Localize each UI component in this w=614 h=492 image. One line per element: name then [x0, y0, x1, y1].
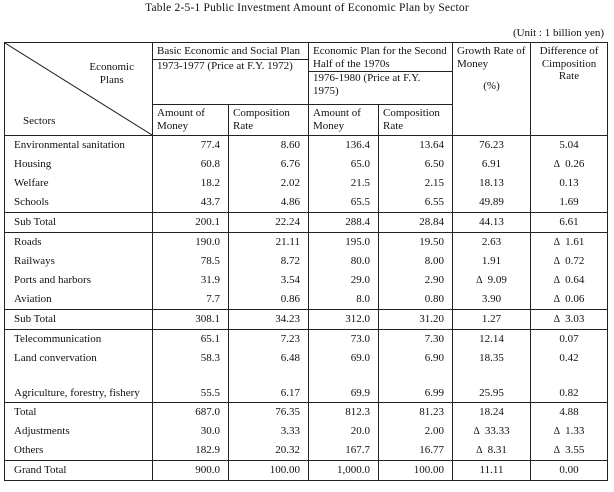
- sector-cell: [5, 193, 153, 213]
- sector-cell: [5, 422, 153, 441]
- value: 19.50: [419, 236, 445, 249]
- value: 3.54: [280, 274, 300, 287]
- sector-name: Land convervation: [14, 352, 97, 365]
- plan1-composition-cell: [229, 252, 309, 271]
- value: 6.48: [280, 352, 300, 365]
- value: 100.00: [269, 463, 300, 476]
- negative-delta-icon: Δ: [553, 159, 561, 171]
- plan1-amount-cell: [153, 441, 229, 461]
- header-corner: [5, 43, 153, 136]
- value: 25.95: [479, 386, 504, 399]
- difference-cell: [531, 136, 608, 156]
- sector-name: Housing: [14, 158, 52, 171]
- sector-name: Roads: [14, 236, 42, 249]
- plan1-name: Basic Economic and Social Plan: [153, 45, 308, 60]
- sector-cell: [5, 330, 153, 350]
- value: 12.14: [479, 333, 504, 346]
- difference-cell: [531, 290, 608, 310]
- difference-cell: [531, 460, 608, 480]
- value: 49.89: [479, 196, 504, 209]
- sector-cell: [5, 460, 153, 480]
- plan1-amount-cell: [153, 252, 229, 271]
- plan1-amount-cell: [153, 368, 229, 402]
- value: 18.2: [200, 177, 220, 190]
- header-amount-1: Amount of Money: [153, 105, 229, 136]
- plan1-composition-cell: [229, 193, 309, 213]
- value: 3.33: [280, 424, 300, 437]
- growth-rate-cell: [453, 233, 531, 253]
- value: 77.4: [200, 139, 220, 152]
- plan2-amount-cell: [309, 193, 379, 213]
- plan1-composition-cell: [229, 349, 309, 368]
- value: 2.90: [424, 274, 445, 287]
- plan1-amount-cell: [153, 136, 229, 156]
- value: 167.7: [345, 443, 370, 456]
- value: 0.07: [559, 333, 579, 346]
- value: 33.33: [484, 424, 510, 437]
- value: 3.55: [565, 443, 585, 456]
- difference-cell: [531, 271, 608, 290]
- difference-cell: [531, 368, 608, 402]
- sector-cell: [5, 349, 153, 368]
- plan1-amount-cell: [153, 402, 229, 422]
- plan2-amount-cell: [309, 368, 379, 402]
- plan1-composition-cell: [229, 310, 309, 330]
- sector-name: Aviation: [14, 293, 52, 306]
- value: 7.23: [280, 333, 300, 346]
- value: 1.61: [565, 236, 585, 249]
- sector-name: Sub Total: [14, 216, 57, 229]
- plan2-composition-cell: [379, 441, 453, 461]
- value: 81.23: [419, 405, 445, 418]
- value: 3.90: [481, 293, 502, 306]
- plan1-composition-cell: [229, 368, 309, 402]
- value: 11.11: [479, 463, 504, 476]
- value: 195.0: [345, 236, 370, 249]
- plan2-amount-cell: [309, 233, 379, 253]
- value: 13.64: [419, 139, 445, 152]
- value: 4.86: [280, 196, 300, 209]
- growth-rate-cell: [453, 213, 531, 233]
- growth-rate-cell: [453, 402, 531, 422]
- growth-rate-cell: [453, 174, 531, 193]
- plan2-composition-cell: [379, 174, 453, 193]
- plan2-composition-cell: [379, 310, 453, 330]
- growth-rate-cell: [453, 330, 531, 350]
- value: 0.06: [565, 293, 585, 306]
- sector-cell: [5, 402, 153, 422]
- header-plans-label: [89, 61, 134, 86]
- negative-delta-icon: Δ: [476, 444, 483, 456]
- value: 2.02: [280, 177, 300, 190]
- value: 60.8: [200, 158, 220, 171]
- value: 18.13: [479, 177, 504, 190]
- value: 34.23: [275, 313, 300, 326]
- header-plan1: [153, 43, 309, 105]
- plan1-amount-cell: [153, 155, 229, 174]
- value: 0.26: [565, 158, 585, 171]
- difference-cell: [531, 330, 608, 350]
- difference-cell: [531, 213, 608, 233]
- plan1-composition-cell: [229, 136, 309, 156]
- table-row: [5, 349, 608, 368]
- header-composition-2: Composition Rate: [379, 105, 453, 136]
- plan2-composition-cell: [379, 330, 453, 350]
- value: 2.00: [424, 424, 445, 437]
- value: 6.91: [481, 158, 502, 171]
- value: 182.9: [195, 443, 220, 456]
- value: 6.17: [280, 386, 300, 399]
- growth-rate-cell: [453, 271, 531, 290]
- table-row: [5, 252, 608, 271]
- sector-name: Agriculture, forestry, fishery: [14, 386, 140, 399]
- value: 812.3: [345, 405, 370, 418]
- table-row: [5, 330, 608, 350]
- plan2-amount-cell: [309, 213, 379, 233]
- plan2-amount-cell: [309, 349, 379, 368]
- growth-rate-cell: [453, 460, 531, 480]
- header-plan2: [309, 43, 453, 105]
- plan2-name: Economic Plan for the Second Half of the 1970s: [309, 45, 452, 72]
- growth-rate-cell: [453, 368, 531, 402]
- value: 18.24: [479, 405, 504, 418]
- plan2-composition-cell: [379, 271, 453, 290]
- value: 20.32: [275, 443, 300, 456]
- sector-cell: [5, 271, 153, 290]
- value: 65.1: [200, 333, 220, 346]
- value: 28.84: [419, 216, 445, 229]
- plan2-composition-cell: [379, 368, 453, 402]
- sector-name: Sub Total: [14, 313, 57, 326]
- plan1-composition-cell: [229, 290, 309, 310]
- sector-cell: [5, 136, 153, 156]
- value: 69.0: [350, 352, 370, 365]
- plan1-amount-cell: [153, 349, 229, 368]
- header-plans-text: Economic Plans: [89, 61, 134, 86]
- plan1-composition-cell: [229, 441, 309, 461]
- value: 312.0: [345, 313, 370, 326]
- value: 73.0: [350, 333, 370, 346]
- negative-delta-icon: Δ: [473, 425, 480, 437]
- value: 1.27: [481, 313, 502, 326]
- value: 687.0: [195, 405, 220, 418]
- value: 100.00: [413, 463, 445, 476]
- table-row: [5, 136, 608, 156]
- value: 6.55: [424, 196, 445, 209]
- sector-name: Environmental sanitation: [14, 139, 125, 152]
- plan2-amount-cell: [309, 310, 379, 330]
- negative-delta-icon: Δ: [553, 425, 561, 437]
- value: 7.7: [206, 293, 220, 306]
- value: 76.35: [275, 405, 300, 418]
- value: 2.15: [424, 177, 445, 190]
- value: 7.30: [424, 333, 445, 346]
- negative-delta-icon: Δ: [553, 256, 561, 268]
- value: 2.63: [481, 236, 502, 249]
- difference-cell: [531, 233, 608, 253]
- value: 8.31: [487, 443, 507, 456]
- table-row: [5, 193, 608, 213]
- difference-label: Difference of Cimposition Rate: [539, 45, 599, 83]
- difference-cell: [531, 402, 608, 422]
- value: 58.3: [200, 352, 220, 365]
- table-row: [5, 213, 608, 233]
- plan2-amount-cell: [309, 460, 379, 480]
- growth-rate-cell: [453, 441, 531, 461]
- plan1-composition-cell: [229, 155, 309, 174]
- growth-unit: (%): [483, 80, 500, 93]
- plan2-amount-cell: [309, 271, 379, 290]
- table-row: [5, 310, 608, 330]
- value: 1.91: [481, 255, 502, 268]
- sector-name: Telecommunication: [14, 333, 102, 346]
- plan1-composition-cell: [229, 271, 309, 290]
- sector-cell: [5, 233, 153, 253]
- growth-rate-cell: [453, 193, 531, 213]
- value: 78.5: [200, 255, 220, 268]
- growth-rate-cell: [453, 252, 531, 271]
- table-row: [5, 422, 608, 441]
- table-row: [5, 271, 608, 290]
- table-row: [5, 460, 608, 480]
- plan1-period: 1973-1977 (Price at F.Y. 1972): [157, 59, 293, 72]
- sector-cell: [5, 213, 153, 233]
- negative-delta-icon: Δ: [553, 444, 561, 456]
- value: 1.69: [559, 196, 579, 209]
- sector-cell: [5, 441, 153, 461]
- sector-cell: [5, 310, 153, 330]
- growth-rate-cell: [453, 422, 531, 441]
- difference-cell: [531, 441, 608, 461]
- value: 288.4: [345, 216, 370, 229]
- plan2-period: 1976-1980 (Price at F.Y. 1975): [313, 72, 421, 97]
- value: 0.42: [559, 352, 579, 365]
- value: 31.20: [419, 313, 445, 326]
- table-row: [5, 155, 608, 174]
- plan2-composition-cell: [379, 233, 453, 253]
- value: 69.9: [350, 386, 370, 399]
- plan2-composition-cell: [379, 422, 453, 441]
- difference-cell: [531, 252, 608, 271]
- value: 0.86: [280, 293, 300, 306]
- sector-cell: [5, 290, 153, 310]
- plan1-amount-cell: [153, 330, 229, 350]
- value: 9.09: [487, 274, 507, 287]
- table-row: [5, 233, 608, 253]
- growth-label: Growth Rate of Money: [457, 45, 526, 70]
- table-row: [5, 402, 608, 422]
- header-amount-2: Amount of Money: [309, 105, 379, 136]
- plan1-amount-cell: [153, 422, 229, 441]
- difference-cell: [531, 349, 608, 368]
- plan1-composition-cell: [229, 402, 309, 422]
- negative-delta-icon: Δ: [553, 237, 561, 249]
- sector-name: Total: [14, 405, 37, 418]
- sector-name: Adjustments: [14, 424, 70, 437]
- plan2-amount-cell: [309, 174, 379, 193]
- plan1-amount-cell: [153, 271, 229, 290]
- value: 4.88: [559, 405, 579, 418]
- value: 0.80: [424, 293, 445, 306]
- value: 6.76: [280, 158, 300, 171]
- sector-cell: [5, 368, 153, 402]
- plan1-amount-cell: [153, 233, 229, 253]
- unit-note: (Unit : 1 billion yen): [512, 27, 604, 39]
- growth-rate-cell: [453, 349, 531, 368]
- plan2-amount-cell: [309, 252, 379, 271]
- plan1-amount-cell: [153, 290, 229, 310]
- sector-name: Railways: [14, 255, 55, 268]
- value: 76.23: [479, 139, 504, 152]
- negative-delta-icon: Δ: [553, 275, 561, 287]
- value: 8.72: [280, 255, 300, 268]
- header-difference: [531, 43, 608, 136]
- negative-delta-icon: Δ: [476, 275, 483, 287]
- difference-cell: [531, 422, 608, 441]
- value: 22.24: [275, 216, 300, 229]
- sector-name: Others: [14, 443, 44, 456]
- sector-name: Grand Total: [14, 463, 67, 476]
- negative-delta-icon: Δ: [553, 294, 561, 306]
- value: 43.7: [200, 196, 220, 209]
- value: 21.11: [275, 236, 300, 249]
- sector-cell: [5, 174, 153, 193]
- plan2-composition-cell: [379, 136, 453, 156]
- investment-table: [4, 42, 608, 481]
- value: 16.77: [419, 443, 445, 456]
- plan1-composition-cell: [229, 460, 309, 480]
- header-growth: [453, 43, 531, 136]
- value: 30.0: [200, 424, 220, 437]
- plan1-amount-cell: [153, 310, 229, 330]
- value: 8.00: [424, 255, 445, 268]
- difference-cell: [531, 155, 608, 174]
- plan2-composition-cell: [379, 213, 453, 233]
- value: 0.00: [559, 463, 579, 476]
- plan1-composition-cell: [229, 213, 309, 233]
- value: 29.0: [350, 274, 370, 287]
- plan2-composition-cell: [379, 252, 453, 271]
- header-composition-1: Composition Rate: [229, 105, 309, 136]
- value: 8.60: [280, 139, 300, 152]
- plan2-amount-cell: [309, 136, 379, 156]
- plan2-composition-cell: [379, 193, 453, 213]
- plan1-amount-cell: [153, 213, 229, 233]
- plan2-amount-cell: [309, 402, 379, 422]
- value: 136.4: [345, 139, 370, 152]
- plan1-composition-cell: [229, 330, 309, 350]
- value: 65.0: [350, 158, 370, 171]
- plan1-composition-cell: [229, 422, 309, 441]
- value: 80.0: [350, 255, 370, 268]
- growth-rate-cell: [453, 155, 531, 174]
- value: 5.04: [559, 139, 579, 152]
- value: 6.61: [559, 216, 579, 229]
- value: 3.03: [565, 313, 585, 326]
- value: 0.82: [559, 386, 579, 399]
- value: 1,000.0: [337, 463, 370, 476]
- value: 200.1: [195, 216, 220, 229]
- growth-rate-cell: [453, 310, 531, 330]
- plan2-composition-cell: [379, 460, 453, 480]
- plan2-amount-cell: [309, 422, 379, 441]
- plan1-amount-cell: [153, 174, 229, 193]
- table-row: [5, 174, 608, 193]
- sector-cell: [5, 155, 153, 174]
- sector-name: Schools: [14, 196, 49, 209]
- value: 6.99: [424, 386, 445, 399]
- plan1-composition-cell: [229, 174, 309, 193]
- plan2-amount-cell: [309, 441, 379, 461]
- value: 0.13: [559, 177, 579, 190]
- plan1-composition-cell: [229, 233, 309, 253]
- plan2-amount-cell: [309, 290, 379, 310]
- value: 6.90: [424, 352, 445, 365]
- plan2-composition-cell: [379, 290, 453, 310]
- value: 8.0: [356, 293, 370, 306]
- plan2-amount-cell: [309, 330, 379, 350]
- value: 20.0: [350, 424, 370, 437]
- value: 18.35: [479, 352, 504, 365]
- plan2-composition-cell: [379, 402, 453, 422]
- table-row: [5, 441, 608, 461]
- plan2-composition-cell: [379, 349, 453, 368]
- value: 190.0: [195, 236, 220, 249]
- plan2-amount-cell: [309, 155, 379, 174]
- value: 21.5: [350, 177, 370, 190]
- value: 1.33: [565, 424, 585, 437]
- value: 0.64: [565, 274, 585, 287]
- value: 31.9: [200, 274, 220, 287]
- sector-name: Welfare: [14, 177, 49, 190]
- value: 0.72: [565, 255, 585, 268]
- value: 65.5: [350, 196, 370, 209]
- value: 900.0: [195, 463, 220, 476]
- value: 55.5: [200, 386, 220, 399]
- difference-cell: [531, 174, 608, 193]
- table-title: Table 2-5-1 Public Investment Amount of Economic Plan by Sector: [145, 2, 469, 14]
- value: 6.50: [424, 158, 445, 171]
- plan1-amount-cell: [153, 193, 229, 213]
- growth-rate-cell: [453, 290, 531, 310]
- plan1-amount-cell: [153, 460, 229, 480]
- sector-cell: [5, 252, 153, 271]
- sector-name: Ports and harbors: [14, 274, 91, 287]
- header-sectors-label: Sectors: [23, 115, 56, 128]
- negative-delta-icon: Δ: [553, 314, 561, 326]
- table-row: [5, 368, 608, 402]
- growth-rate-cell: [453, 136, 531, 156]
- plan2-composition-cell: [379, 155, 453, 174]
- value: 308.1: [195, 313, 220, 326]
- value: 44.13: [479, 216, 504, 229]
- difference-cell: [531, 193, 608, 213]
- table-row: [5, 290, 608, 310]
- difference-cell: [531, 310, 608, 330]
